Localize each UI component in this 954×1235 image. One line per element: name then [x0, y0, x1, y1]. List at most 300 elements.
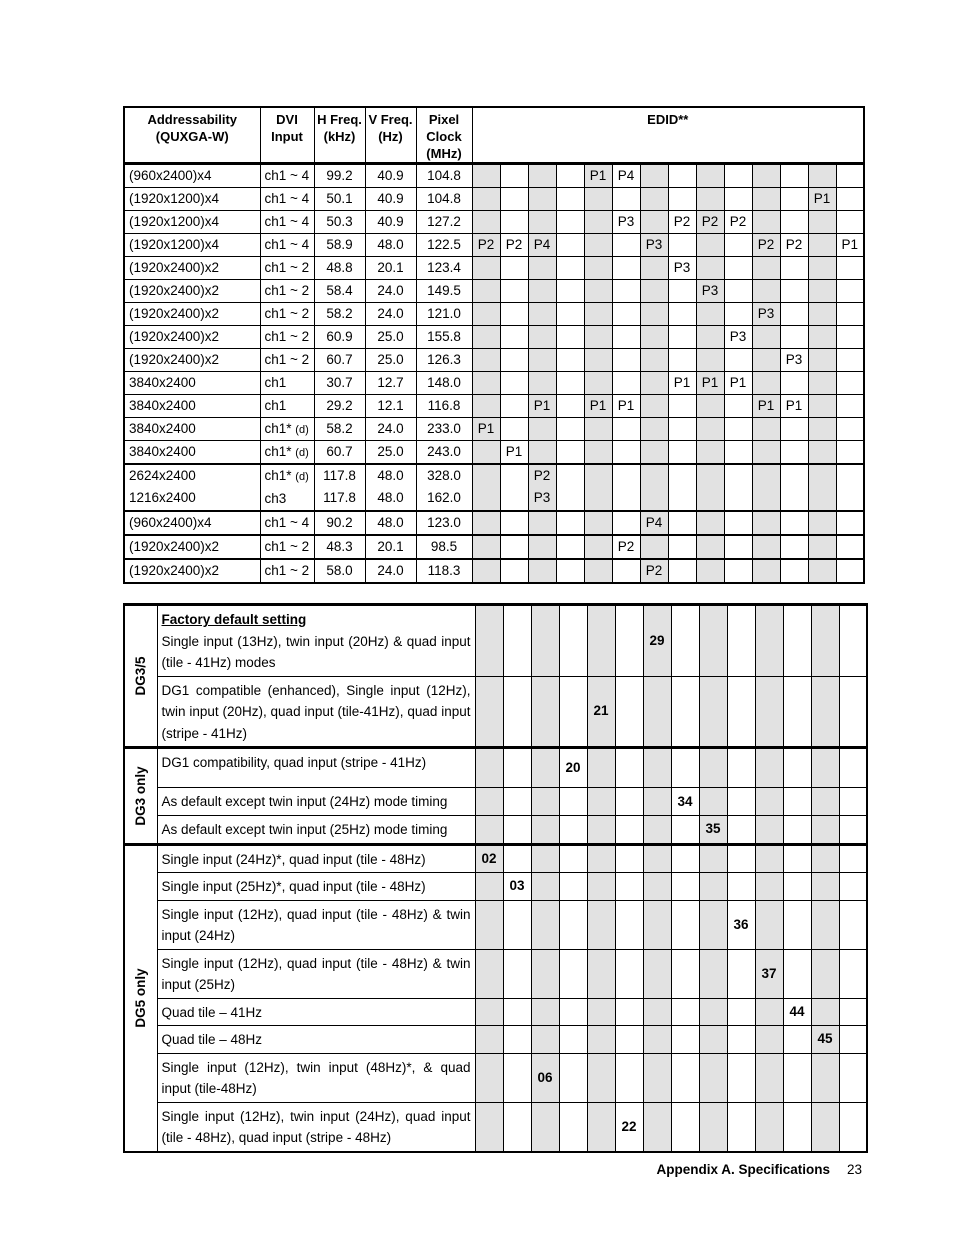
edid-cell: P1 [668, 372, 696, 395]
edid-cell [472, 559, 500, 583]
edid-code-cell [531, 1102, 559, 1152]
edid-code-cell [839, 1053, 867, 1102]
addressability-cell: (1920x2400)x2 [124, 280, 260, 303]
edid-cell: P2 [752, 234, 780, 257]
edid-code-cell [587, 788, 615, 816]
timing-row [124, 535, 864, 559]
edid-code-cell [643, 873, 671, 901]
pixel-clock-cell-a: 328.0 [427, 468, 461, 483]
edid-cell [472, 395, 500, 418]
edid-code-cell [839, 1102, 867, 1152]
dvi-input-cell [260, 164, 314, 188]
edid-cell [640, 164, 668, 188]
edid-code-cell [811, 844, 839, 873]
timing-row [124, 234, 864, 257]
edid-cell [836, 164, 864, 188]
edid-cell [500, 280, 528, 303]
edid-code-cell [643, 1026, 671, 1054]
edid-cell [584, 535, 612, 559]
edid-code-cell [783, 788, 811, 816]
edid-code-cell [615, 748, 643, 788]
timing-row [124, 188, 864, 211]
edid-cell [836, 559, 864, 583]
edid-cell [752, 326, 780, 349]
setting-row [124, 873, 867, 901]
edid-code-cell [811, 676, 839, 748]
edid-cell: P2 [472, 234, 500, 257]
addressability-cell: 3840x2400 [124, 441, 260, 465]
setting-row [124, 844, 867, 873]
setting-text: As default except twin input (25Hz) mode timing [161, 822, 448, 837]
addressability-cell: (1920x2400)x2 [124, 559, 260, 583]
v-freq-cell-a: 48.0 [377, 468, 404, 483]
edid-code-cell [475, 816, 503, 845]
edid-cell [808, 441, 836, 465]
group-label-cell [124, 844, 157, 1152]
edid-cell [836, 188, 864, 211]
h-freq-cell: 90.2 [314, 511, 365, 535]
edid-code-cell [587, 1102, 615, 1152]
edid-code-cell [671, 844, 699, 873]
edid-cell [780, 372, 808, 395]
edid-code-cell [727, 1102, 755, 1152]
timing-row [124, 211, 864, 234]
edid-cell [500, 418, 528, 441]
edid-code-cell [671, 676, 699, 748]
edid-cell [584, 326, 612, 349]
edid-cell [556, 326, 584, 349]
dvi-input-value: ch1 ~ 2 [264, 306, 310, 322]
edid-cell [724, 257, 752, 280]
timing-row [124, 418, 864, 441]
edid-cell [752, 188, 780, 211]
edid-code-cell [755, 844, 783, 873]
edid-code-cell [811, 1053, 839, 1102]
edid-cell [668, 234, 696, 257]
v-freq-cell: 48.0 [365, 511, 416, 535]
edid-cell [808, 418, 836, 441]
pixel-clock-cell: 104.8 [416, 164, 472, 188]
edid-cell [696, 441, 724, 465]
edid-code-cell [755, 900, 783, 949]
edid-cell [808, 326, 836, 349]
dvi-input-cell [260, 326, 314, 349]
edid-code-cell [475, 748, 503, 788]
header-v-freq: V Freq. (Hz) [365, 107, 416, 164]
edid-cell [584, 559, 612, 583]
edid-cell [808, 372, 836, 395]
edid-code-cell [615, 844, 643, 873]
edid-code-cell [503, 1026, 531, 1054]
edid-cell: P1 [472, 418, 500, 441]
edid-cell [808, 559, 836, 583]
edid-code-cell [531, 816, 559, 845]
edid-code-cell [811, 900, 839, 949]
edid-cell [612, 511, 640, 535]
edid-cell [528, 418, 556, 441]
edid-code-cell [587, 949, 615, 998]
edid-code-cell [503, 816, 531, 845]
h-freq-cell: 58.9 [314, 234, 365, 257]
timing-row [124, 280, 864, 303]
edid-cell [556, 257, 584, 280]
edid-cell [752, 441, 780, 465]
edid-code-cell [699, 844, 727, 873]
edid-cell [472, 372, 500, 395]
addressability-cell-b: 1216x2400 [129, 490, 196, 505]
edid-code-cell [699, 1026, 727, 1054]
edid-cell: P3 [724, 326, 752, 349]
h-freq-cell: 48.3 [314, 535, 365, 559]
edid-code-cell [587, 1026, 615, 1054]
edid-code-cell [559, 1102, 587, 1152]
edid-code-cell [559, 788, 587, 816]
pixel-clock-cell: 98.5 [416, 535, 472, 559]
edid-cell [696, 326, 724, 349]
edid-cell [780, 418, 808, 441]
edid-code-cell [755, 1102, 783, 1152]
edid-code-cell [643, 1053, 671, 1102]
edid-cell [808, 464, 836, 511]
edid-code-cell [811, 873, 839, 901]
edid-code-cell [643, 816, 671, 845]
timing-table [123, 106, 865, 584]
dvi-input-cell [260, 372, 314, 395]
setting-row [124, 1102, 867, 1152]
dvi-input-value: ch1 ~ 4 [264, 237, 310, 253]
edid-code-cell [643, 748, 671, 788]
pixel-clock-cell: 123.4 [416, 257, 472, 280]
edid-code-cell [671, 605, 699, 677]
edid-code-cell [671, 748, 699, 788]
dvi-input-value: ch1 ~ 2 [264, 539, 310, 555]
edid-cell: P1 [612, 395, 640, 418]
edid-cell [528, 326, 556, 349]
edid-code-cell [503, 1102, 531, 1152]
edid-cell [640, 349, 668, 372]
edid-cell [500, 464, 528, 511]
pixel-clock-cell: 149.5 [416, 280, 472, 303]
h-freq-cell: 60.9 [314, 326, 365, 349]
edid-code-cell: 37 [755, 949, 783, 998]
edid-cell [780, 257, 808, 280]
edid-cell: P1 [836, 234, 864, 257]
edid-cell [528, 464, 556, 511]
edid-code-cell [783, 676, 811, 748]
edid-code-cell [727, 873, 755, 901]
v-freq-cell: 24.0 [365, 418, 416, 441]
edid-cell [696, 395, 724, 418]
edid-cell [724, 559, 752, 583]
edid-code-cell [503, 605, 531, 677]
edid-cell [696, 188, 724, 211]
edid-cell [500, 303, 528, 326]
edid-code-cell: 20 [559, 748, 587, 788]
edid-code-cell [699, 1102, 727, 1152]
edid-code-cell [811, 1102, 839, 1152]
edid-cell [696, 349, 724, 372]
setting-text: Single input (12Hz), twin input (24Hz), quad input (tile - 48Hz), quad input (stripe - 48Hz) [161, 1108, 471, 1145]
edid-cell [640, 303, 668, 326]
v-freq-cell: 12.7 [365, 372, 416, 395]
edid-cell [724, 418, 752, 441]
dvi-input-value: ch1 ~ 4 [264, 168, 310, 184]
h-freq-cell [314, 464, 365, 511]
edid-cell [752, 464, 780, 511]
group-label: DG5 only [132, 968, 148, 1028]
edid-cell [556, 559, 584, 583]
h-freq-cell: 58.2 [314, 418, 365, 441]
edid-code-cell [475, 873, 503, 901]
setting-description [157, 998, 475, 1026]
setting-description [157, 676, 475, 748]
edid-code-cell [643, 949, 671, 998]
addressability-cell: 3840x2400 [124, 372, 260, 395]
edid-cell [584, 511, 612, 535]
edid-cell [640, 441, 668, 465]
edid-code-cell [783, 1026, 811, 1054]
edid-code-cell: 06 [531, 1053, 559, 1102]
edid-cell [472, 441, 500, 465]
edid-cell [808, 511, 836, 535]
edid-cell [584, 234, 612, 257]
edid-code-cell [643, 998, 671, 1026]
edid-code-cell [475, 605, 503, 677]
edid-cell: P4 [612, 164, 640, 188]
v-freq-cell: 40.9 [365, 188, 416, 211]
edid-cell [472, 349, 500, 372]
v-freq-cell: 20.1 [365, 535, 416, 559]
addressability-cell: (1920x2400)x2 [124, 349, 260, 372]
edid-code-cell [671, 900, 699, 949]
setting-description [157, 949, 475, 998]
edid-code-cell [783, 949, 811, 998]
edid-cell [640, 395, 668, 418]
edid-cell [752, 349, 780, 372]
edid-code-cell [475, 900, 503, 949]
setting-row [124, 900, 867, 949]
edid-code-cell [671, 1053, 699, 1102]
edid-code-cell [727, 676, 755, 748]
addressability-cell: (1920x2400)x2 [124, 257, 260, 280]
edid-cell [752, 418, 780, 441]
edid-cell [808, 280, 836, 303]
edid-code-cell [615, 949, 643, 998]
edid-cell: P3 [780, 349, 808, 372]
dvi-input-cell [260, 211, 314, 234]
edid-code-cell [839, 676, 867, 748]
edid-cell [612, 372, 640, 395]
edid-code-cell [643, 676, 671, 748]
edid-cell [808, 395, 836, 418]
setting-description [157, 1053, 475, 1102]
edid-cell [668, 349, 696, 372]
edid-code-cell [839, 844, 867, 873]
edid-cell: P2 [640, 559, 668, 583]
group-label-cell [124, 605, 157, 748]
edid-cell [556, 211, 584, 234]
edid-code-cell [699, 748, 727, 788]
edid-code-cell [839, 998, 867, 1026]
edid-code-cell [615, 900, 643, 949]
edid-code-cell [783, 1102, 811, 1152]
addressability-cell: (1920x2400)x2 [124, 326, 260, 349]
edid-cell [668, 418, 696, 441]
edid-cell [584, 280, 612, 303]
edid-code-cell [727, 605, 755, 677]
edid-code-cell [531, 676, 559, 748]
edid-code-cell [671, 998, 699, 1026]
edid-cell: P1 [724, 372, 752, 395]
edid-code-cell [475, 788, 503, 816]
setting-row [124, 1053, 867, 1102]
edid-code-cell [671, 873, 699, 901]
edid-code-cell [727, 1026, 755, 1054]
edid-cell: P2 [724, 211, 752, 234]
timing-row [124, 303, 864, 326]
v-freq-cell: 40.9 [365, 211, 416, 234]
edid-cell [668, 280, 696, 303]
edid-cell [640, 188, 668, 211]
edid-cell: P2 [500, 234, 528, 257]
edid-code-cell [531, 1026, 559, 1054]
edid-cell [752, 372, 780, 395]
edid-code-cell [503, 900, 531, 949]
edid-cell [528, 559, 556, 583]
edid-code-cell [531, 844, 559, 873]
edid-cell [668, 395, 696, 418]
edid-cell [500, 511, 528, 535]
edid-code-cell [811, 998, 839, 1026]
edid-code-cell [531, 873, 559, 901]
edid-cell [668, 535, 696, 559]
edid-cell: P1 [528, 395, 556, 418]
edid-cell [780, 164, 808, 188]
edid-cell [472, 257, 500, 280]
edid-cell [752, 511, 780, 535]
edid-cell [836, 418, 864, 441]
edid-cell [556, 395, 584, 418]
h-freq-cell: 50.1 [314, 188, 365, 211]
v-freq-cell: 40.9 [365, 164, 416, 188]
edid-cell [640, 464, 668, 511]
pixel-clock-cell: 233.0 [416, 418, 472, 441]
dvi-input-value: ch1 [264, 398, 287, 414]
edid-code-cell: 22 [615, 1102, 643, 1152]
group-label-cell [124, 748, 157, 845]
edid-cell [612, 234, 640, 257]
edid-code-cell [671, 1026, 699, 1054]
setting-row [124, 816, 867, 845]
edid-cell [780, 211, 808, 234]
edid-code-cell [783, 748, 811, 788]
edid-code-cell [503, 788, 531, 816]
edid-cell [668, 326, 696, 349]
edid-cell: P3 [752, 303, 780, 326]
dvi-input-a [265, 465, 314, 488]
edid-code-cell [643, 844, 671, 873]
addressability-cell: (1920x1200)x4 [124, 211, 260, 234]
edid-cell: P1 [752, 395, 780, 418]
pixel-clock-cell: 127.2 [416, 211, 472, 234]
edid-code-cell [755, 873, 783, 901]
edid-code-cell [839, 900, 867, 949]
header-h-freq: H Freq. (kHz) [314, 107, 365, 164]
edid-cell [472, 303, 500, 326]
edid-cell [528, 280, 556, 303]
edid-code-cell [755, 1053, 783, 1102]
edid-cell [668, 559, 696, 583]
edid-cell [808, 257, 836, 280]
setting-text: Quad tile – 41Hz [161, 1004, 263, 1020]
edid-code-cell [671, 949, 699, 998]
edid-cell [640, 535, 668, 559]
edid-code-cell [643, 788, 671, 816]
edid-code-cell [559, 816, 587, 845]
edid-cell [808, 303, 836, 326]
edid-cell [780, 535, 808, 559]
edid-cell [724, 441, 752, 465]
timing-row [124, 349, 864, 372]
edid-cell [612, 280, 640, 303]
edid-code-cell [587, 998, 615, 1026]
dvi-input-cell [260, 464, 314, 511]
h-freq-cell: 50.3 [314, 211, 365, 234]
edid-cell [836, 511, 864, 535]
setting-row [124, 949, 867, 998]
v-freq-cell: 12.1 [365, 395, 416, 418]
h-freq-cell-a: 117.8 [323, 468, 356, 483]
edid-cell: P4 [528, 234, 556, 257]
edid-code-cell [727, 816, 755, 845]
edid-code-cell: 44 [783, 998, 811, 1026]
edid-code-cell [503, 844, 531, 873]
edid-code-cell [699, 1053, 727, 1102]
setting-text: Single input (12Hz), quad input (tile - 48Hz) & twin input (25Hz) [161, 955, 471, 992]
edid-code-cell [811, 748, 839, 788]
edid-cell [500, 257, 528, 280]
edid-code-cell: 03 [503, 873, 531, 901]
edid-cell [612, 326, 640, 349]
pixel-clock-cell: 155.8 [416, 326, 472, 349]
edid-code-cell: 02 [475, 844, 503, 873]
dvi-input-cell [260, 535, 314, 559]
h-freq-cell-b: 117.8 [323, 490, 356, 505]
edid-cell [724, 303, 752, 326]
timing-row [124, 326, 864, 349]
edid-cell [836, 349, 864, 372]
edid-cell [500, 188, 528, 211]
edid-code-cell [615, 605, 643, 677]
edid-code-cell [671, 816, 699, 845]
edid-code-cell [475, 998, 503, 1026]
pixel-clock-cell: 116.8 [416, 395, 472, 418]
edid-code-cell [755, 1026, 783, 1054]
edid-cell [836, 303, 864, 326]
edid-cell [612, 188, 640, 211]
dvi-input-cell [260, 395, 314, 418]
edid-cell [556, 188, 584, 211]
edid-cell [612, 349, 640, 372]
h-freq-cell: 60.7 [314, 441, 365, 465]
edid-code-cell [615, 816, 643, 845]
edid-cell [696, 511, 724, 535]
edid-code-cell [503, 1053, 531, 1102]
edid-cell: P3 [696, 280, 724, 303]
pixel-clock-cell: 104.8 [416, 188, 472, 211]
h-freq-cell: 60.7 [314, 349, 365, 372]
edid-cell [780, 441, 808, 465]
